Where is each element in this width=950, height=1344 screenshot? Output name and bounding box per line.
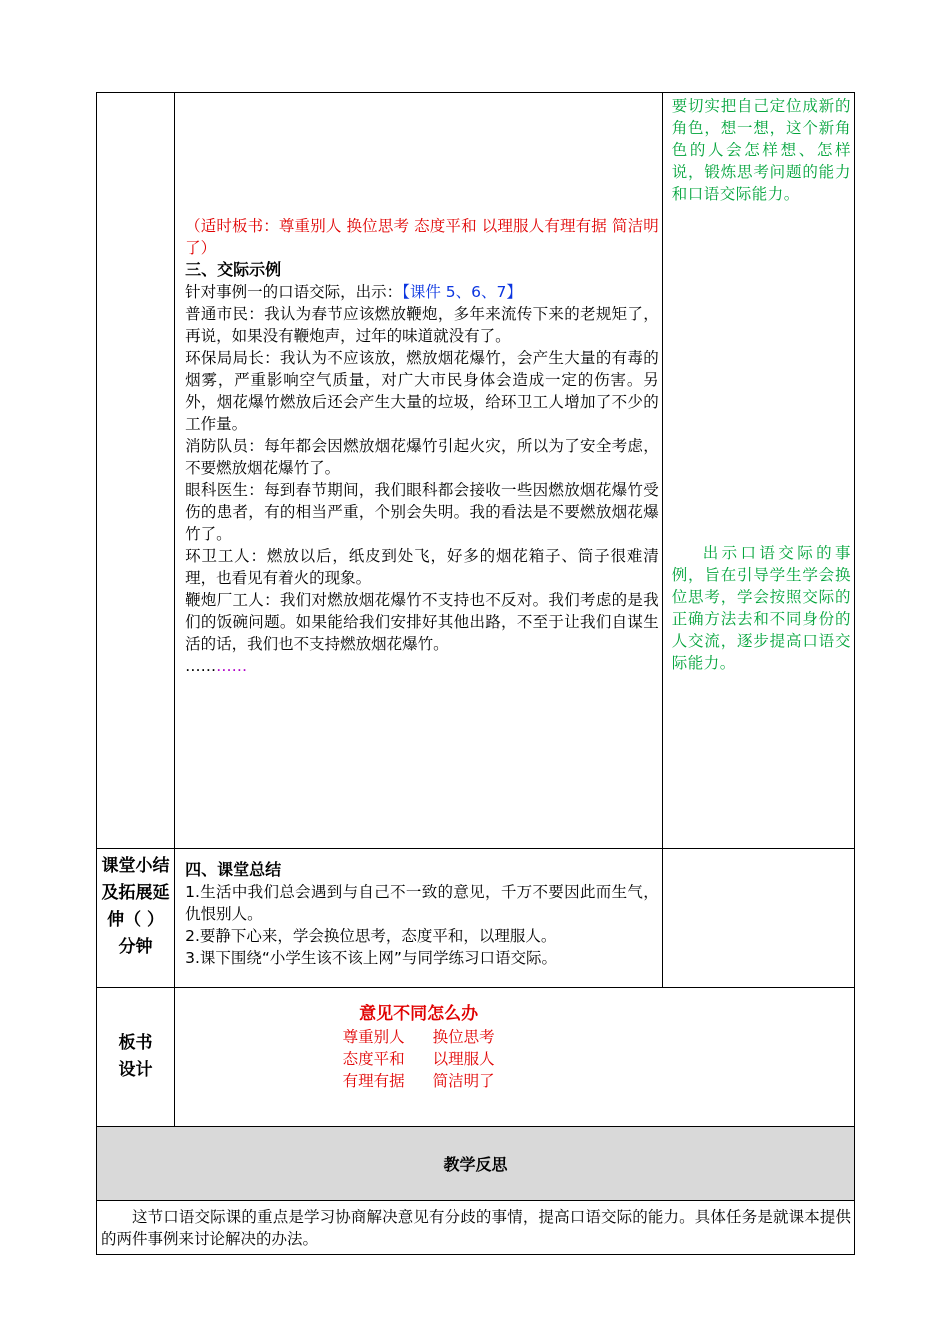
reflection-text: 这节口语交际课的重点是学习协商解决意见有分歧的事情，提高口语交际的能力。具体任务是就课本提供的两件事例来讨论解决的办法。 [101,1208,851,1248]
summary-item: 3.课下围绕“小学生该不该上网”与同学练习口语交际。 [185,949,557,967]
note-role-play: 要切实把自己定位成新的角色，想一想，这个新角色的人会怎样想、怎样说，锻炼思考问题的能力和口语交际能力。 [671,97,851,203]
board-row: 有理有据 简洁明了 [342,1072,495,1090]
summary-content-cell [175,849,663,988]
board-row: 尊重别人 换位思考 [342,1028,495,1046]
summary-label-cell [97,849,175,988]
board-label: 板书设计 [118,1033,153,1080]
process-label-cell [97,93,175,849]
reflection-header-row [97,1127,855,1201]
reflection-header-cell [97,1127,855,1201]
board-row [97,988,855,1127]
section3-title: 三、交际示例 [185,260,282,279]
process-content-cell [175,93,663,849]
summary-note-cell [662,849,854,988]
note-example-purpose: 出示口语交际的事例，旨在引导学生学会换位思考，学会按照交际的正确方法去和不同身份的人交流，逐步提高口语交际能力。 [671,544,851,672]
reflection-row [97,1201,855,1255]
summary-item: 1.生活中我们总会遇到与自己不一致的意见，千万不要因此而生气，仇恨别人。 [185,883,659,923]
example-intro: 针对事例一的口语交际，出示：【课件 5、6、7】 [185,283,522,301]
summary-item: 2.要静下心来，学会换位思考，态度平和，以理服人。 [185,927,557,945]
summary-row [97,849,855,988]
ellipsis: ………… [185,657,248,675]
role-firecracker-worker: 鞭炮厂工人：我们对燃放烟花爆竹不支持也不反对。我们考虑的是我们的饭碗问题。如果能给我们安排好其他出路，不至于让我们自谋生活的话，我们也不支持燃放烟花爆竹。 [185,591,659,653]
role-eye-doctor: 眼科医生：每到春节期间，我们眼科都会接收一些因燃放烟花爆竹受伤的患者，有的相当严重，个别会失明。我的看法是不要燃放烟花爆竹了。 [185,481,659,543]
board-row: 态度平和 以理服人 [342,1050,495,1068]
summary-title: 四、课堂总结 [185,860,282,879]
summary-label: 课堂小结及拓展延伸（ ）分钟 [101,856,170,957]
process-note-cell [662,93,854,849]
board-title: 意见不同怎么办 [359,1004,479,1024]
role-environment-chief: 环保局局长：我认为不应该放，燃放烟花爆竹，会产生大量的有毒的烟雾，严重影响空气质量，对广大市民身体会造成一定的伤害。另外，烟花爆竹燃放后还会产生大量的垃圾，给环卫工人增加了不少的工作量。 [185,349,659,433]
reflection-title: 教学反思 [443,1155,508,1174]
courseware-reference: 【课件 5、6、7】 [402,283,522,301]
board-label-cell [97,988,175,1127]
board-note: （适时板书：尊重别人 换位思考 态度平和 以理服人有理有据 简洁明了） [185,217,659,257]
board-content-cell [175,988,855,1127]
role-sanitation-worker: 环卫工人：燃放以后，纸皮到处飞，好多的烟花箱子、筒子很难清理，也看见有着火的现象。 [185,547,659,587]
lesson-plan-table [96,92,855,1255]
role-firefighter: 消防队员：每年都会因燃放烟花爆竹引起火灾，所以为了安全考虑，不要燃放烟花爆竹了。 [185,437,659,477]
process-row [97,93,855,849]
reflection-content-cell [97,1201,855,1255]
role-citizen: 普通市民：我认为春节应该燃放鞭炮，多年来流传下来的老规矩了，再说，如果没有鞭炮声，过年的味道就没有了。 [185,305,659,345]
